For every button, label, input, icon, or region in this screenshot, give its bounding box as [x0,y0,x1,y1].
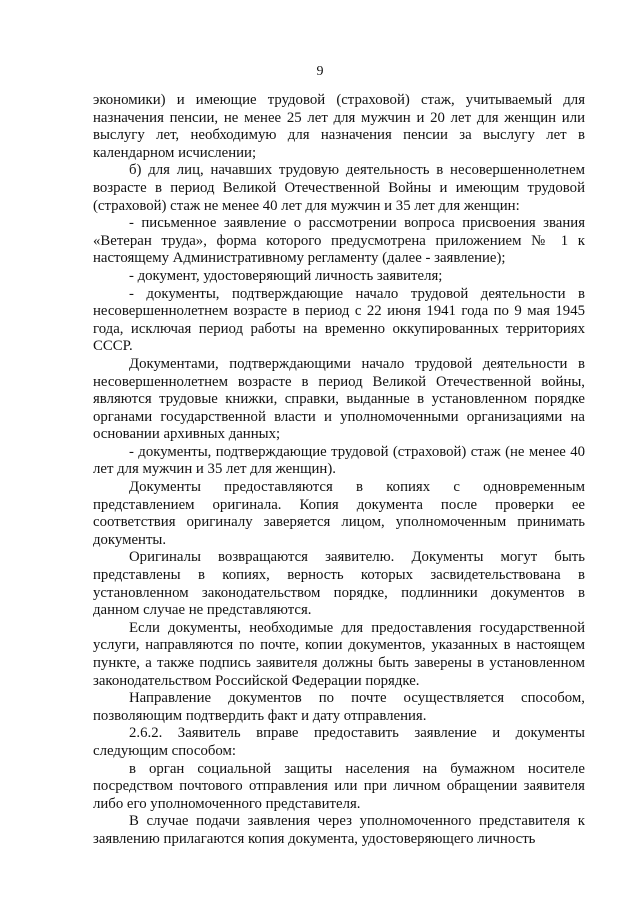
list-item-work-start-documents: - документы, подтверждающие начало трудовой деятельности в несовершеннолетнем возрасте в период с 22 июня 1941 года по 9 мая 1945 года, исключая период работы на временно оккупированных территориях СССР. [93,285,585,355]
paragraph-postal-submission: Если документы, необходимые для предоставления государственной услуги, направляются по почте, копии документов, указанных в настоящем пункте, а также подпись заявителя должны быть заверены в установленном законодательством Российской Федерации порядке. [93,619,585,689]
paragraph-representative: В случае подачи заявления через уполномоченного представителя к заявлению прилагаются копия документа, удостоверяющего личность [93,813,585,847]
paragraph-confirming-documents: Документами, подтверждающими начало трудовой деятельности в несовершеннолетнем возрасте в период Великой Отечественной войны, являются трудовые книжки, справки, выданные в установленном порядке органами государственной власти и уполномоченными организациями на основании архивных данных; [93,355,585,443]
page-number: 9 [316,64,324,79]
paragraph-originals: Оригиналы возвращаются заявителю. Документы могут быть представлены в копиях, верность которых засвидетельствована в установленном законодательством порядке, подлинники документов в данном случае не представляются. [93,549,585,619]
paragraph-copies: Документы предоставляются в копиях с одновременным представлением оригинала. Копия документа после проверки ее соответствия оригиналу заверяется лицом, уполномоченным принимать документы. [93,479,585,548]
list-item-application: - письменное заявление о рассмотрении вопроса присвоения звания «Ветеран труда», форма которого предусмотрена приложением № 1 к настоящему Административному регламенту (далее - заявление); [93,215,585,267]
list-item-identity-document: - документ, удостоверяющий личность заявителя; [129,267,443,284]
paragraph-pension-conditions: экономики) и имеющие трудовой (страховой) стаж, учитываемый для назначения пенсии, не менее 25 лет для мужчин и 20 лет для женщин или выслугу лет, необходимую для назначения пенсии за выслугу лет в календарном исчислении; [93,92,585,161]
paragraph-minor-workers: б) для лиц, начавших трудовую деятельность в несовершеннолетнем возрасте в период Великой Отечественной Войны и имеющим трудовой (страховой) стаж не менее 40 лет для мужчин и 35 лет для женщин: [93,162,585,214]
paragraph-submission-channel: в орган социальной защиты населения на бумажном носителе посредством почтового отправления или при личном обращении заявителя либо его уполномоченного представителя. [93,760,585,812]
paragraph-postal-method: Направление документов по почте осуществляется способом, позволяющим подтвердить факт и дату отправления. [93,690,585,724]
section-2-6-2: 2.6.2. Заявитель вправе предоставить заявление и документы следующим способом: [93,725,585,759]
page-body [93,92,585,849]
list-item-work-experience-documents: - документы, подтверждающие трудовой (страховой) стаж (не менее 40 лет для мужчин и 35 лет для женщин). [93,443,585,478]
